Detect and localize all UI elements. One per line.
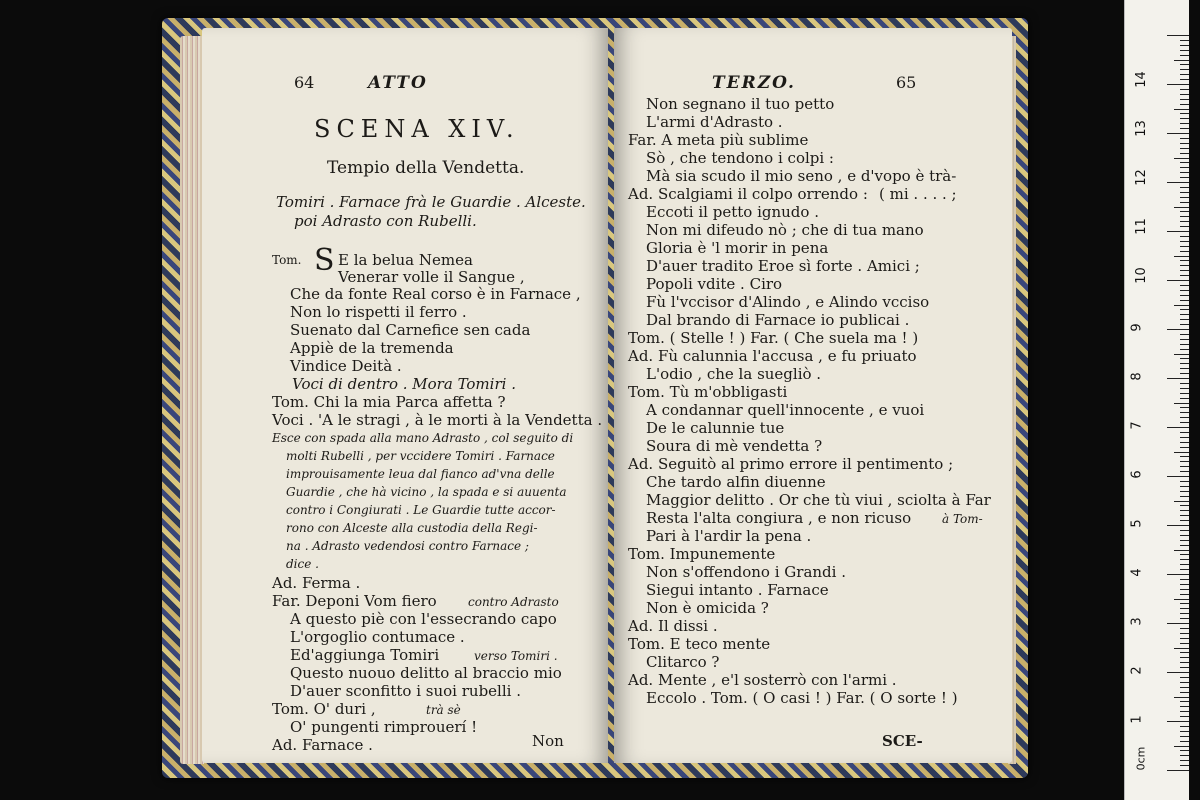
ruler-tick <box>1174 256 1189 257</box>
ruler-tick <box>1180 657 1189 658</box>
ruler-tick <box>1167 378 1189 379</box>
ruler-tick <box>1180 540 1189 541</box>
verse-line: Ad. Ferma . <box>272 574 361 592</box>
ruler-tick <box>1180 412 1189 413</box>
ruler-number: 1 <box>1129 715 1145 724</box>
running-head: ATTO <box>368 73 428 93</box>
ruler-number: 7 <box>1129 421 1145 430</box>
ruler-tick <box>1180 314 1189 315</box>
verse-line: Non lo rispetti il ferro . <box>290 303 467 321</box>
ruler-tick <box>1180 260 1189 261</box>
ruler-tick <box>1174 109 1189 110</box>
verse-line: Far. Deponi Vom fiero <box>272 592 437 610</box>
verse-line: Suenato dal Carnefice sen cada <box>290 321 531 339</box>
verse-line: Ad. Mente , e'l sosterrò con l'armi . <box>628 671 897 689</box>
stage-direction: rono con Alceste alla custodia della Regi- <box>286 521 538 535</box>
ruler-tick <box>1180 89 1189 90</box>
ruler-tick <box>1180 236 1189 237</box>
ruler-tick <box>1180 290 1189 291</box>
ruler-tick <box>1180 437 1189 438</box>
ruler-tick <box>1180 584 1189 585</box>
ruler-tick <box>1180 226 1189 227</box>
verse-line: Che da fonte Real corso è in Farnace , <box>290 285 581 303</box>
stage-direction: Guardie , che hà vicino , la spada e si auuenta <box>286 485 567 499</box>
ruler-number: 2 <box>1129 666 1145 675</box>
verse-line: Maggior delitto . Or che tù viui , sciolta à Far <box>646 491 991 509</box>
verse-line: D'auer tradito Eroe sì forte . Amici ; <box>646 257 920 275</box>
verse-line: ( mi . . . . ; <box>879 185 957 203</box>
ruler-tick <box>1174 452 1189 453</box>
verse-line: Tom. E teco mente <box>628 635 771 653</box>
ruler-tick <box>1174 550 1189 551</box>
verse-line: Non segnano il tuo petto <box>646 95 835 113</box>
page-number: 65 <box>896 73 917 92</box>
ruler-tick <box>1180 755 1189 756</box>
ruler-tick <box>1180 760 1189 761</box>
verse-line: Ed'aggiunga Tomiri <box>290 646 440 664</box>
ruler-unit-label: 0cm <box>1134 746 1148 771</box>
ruler-tick <box>1180 94 1189 95</box>
ruler-tick <box>1180 40 1189 41</box>
ruler-tick <box>1180 456 1189 457</box>
ruler-tick <box>1174 60 1189 61</box>
ruler-tick <box>1180 143 1189 144</box>
ruler-tick <box>1180 211 1189 212</box>
ruler-tick <box>1180 687 1189 688</box>
ruler-tick <box>1180 613 1189 614</box>
ruler-tick <box>1167 231 1189 232</box>
ruler-tick <box>1180 716 1189 717</box>
verse-line: Eccoti il petto ignudo . <box>646 203 819 221</box>
ruler-tick <box>1180 711 1189 712</box>
verse-line: Non s'offendono i Grandi . <box>646 563 846 581</box>
ruler-tick <box>1180 545 1189 546</box>
scene-title: SCENA XIV. <box>314 115 520 143</box>
ruler-tick <box>1180 187 1189 188</box>
ruler-tick <box>1167 84 1189 85</box>
ruler-number: 12 <box>1133 169 1149 186</box>
speaker: Tom. <box>272 253 302 267</box>
stage-direction: contro i Congiurati . Le Guardie tutte accor- <box>286 503 556 517</box>
ruler-tick <box>1180 432 1189 433</box>
ruler-tick <box>1180 471 1189 472</box>
ruler-tick <box>1180 295 1189 296</box>
ruler-number: 10 <box>1133 267 1149 284</box>
verse-line: D'auer sconfitto i suoi rubelli . <box>290 682 521 700</box>
cast-line: poi Adrasto con Rubelli. <box>294 212 477 230</box>
verse-line: Pari à l'ardir la pena . <box>646 527 812 545</box>
book <box>162 18 1028 778</box>
running-head: TERZO. <box>712 73 796 93</box>
verse-line: O' pungenti rimprouerí ! <box>290 718 478 736</box>
ruler-tick <box>1167 280 1189 281</box>
ruler-tick <box>1180 192 1189 193</box>
ruler-tick <box>1180 388 1189 389</box>
ruler-tick <box>1180 628 1189 629</box>
ruler-tick <box>1167 721 1189 722</box>
ruler-tick <box>1180 319 1189 320</box>
right-page <box>614 28 1012 763</box>
page-edges-left <box>180 36 204 764</box>
ruler-tick <box>1174 697 1189 698</box>
verse-line: Soura di mè vendetta ? <box>646 437 823 455</box>
ruler-tick <box>1180 358 1189 359</box>
verse-line: Tom. Impunemente <box>628 545 776 563</box>
ruler-number: 13 <box>1133 120 1149 137</box>
stage-direction: à Tom- <box>942 512 983 526</box>
ruler-tick <box>1180 706 1189 707</box>
verse-line: Tom. Chi la mia Parca affetta ? <box>272 393 506 411</box>
ruler-tick <box>1180 99 1189 100</box>
ruler-tick <box>1180 726 1189 727</box>
stage-direction: trà sè <box>426 703 461 717</box>
ruler-tick <box>1167 35 1189 36</box>
verse-line: Non è omicida ? <box>646 599 769 617</box>
verse-line: L'orgoglio contumace . <box>290 628 465 646</box>
ruler-tick <box>1180 618 1189 619</box>
ruler-number: 4 <box>1129 568 1145 577</box>
verse-line: L'armi d'Adrasto . <box>646 113 783 131</box>
ruler-tick <box>1174 501 1189 502</box>
ruler-tick <box>1180 172 1189 173</box>
ruler-tick <box>1180 564 1189 565</box>
ruler-tick <box>1180 510 1189 511</box>
ruler-tick <box>1180 398 1189 399</box>
ruler-tick <box>1180 74 1189 75</box>
verse-line: Ad. Fù calunnia l'accusa , e fu priuato <box>628 347 917 365</box>
stage-direction: Voci di dentro . Mora Tomiri . <box>292 375 516 393</box>
ruler-number: 6 <box>1129 470 1145 479</box>
ruler-tick <box>1180 216 1189 217</box>
ruler-tick <box>1180 662 1189 663</box>
ruler-tick <box>1180 765 1189 766</box>
catchword: SCE- <box>882 732 923 750</box>
verse-line: Clitarco ? <box>646 653 720 671</box>
ruler-tick <box>1180 677 1189 678</box>
ruler-tick <box>1180 275 1189 276</box>
scene-setting: Tempio della Vendetta. <box>327 158 525 178</box>
ruler-tick <box>1180 344 1189 345</box>
ruler-number: 9 <box>1129 323 1145 332</box>
measurement-ruler <box>1124 0 1189 800</box>
ruler-tick <box>1174 403 1189 404</box>
verse-line: Non mi difeudo nò ; che di tua mano <box>646 221 924 239</box>
verse-line: A condannar quell'innocente , e vuoi <box>646 401 925 419</box>
ruler-tick <box>1180 221 1189 222</box>
ruler-tick <box>1180 383 1189 384</box>
stage-direction: improuisamente leua dal fianco ad'vna delle <box>286 467 555 481</box>
stage-direction: contro Adrasto <box>468 595 559 609</box>
ruler-number: 5 <box>1129 519 1145 528</box>
ruler-tick <box>1180 515 1189 516</box>
ruler-tick <box>1180 167 1189 168</box>
ruler-tick <box>1180 535 1189 536</box>
ruler-tick <box>1180 309 1189 310</box>
ruler-tick <box>1180 138 1189 139</box>
ruler-tick <box>1180 300 1189 301</box>
verse-line: Venerar volle il Sangue , <box>338 268 525 286</box>
ruler-tick <box>1180 447 1189 448</box>
ruler-tick <box>1180 589 1189 590</box>
left-page <box>202 28 608 763</box>
ruler-tick <box>1180 643 1189 644</box>
ruler-tick <box>1180 324 1189 325</box>
ruler-tick <box>1180 569 1189 570</box>
ruler-tick <box>1180 682 1189 683</box>
ruler-number: 8 <box>1129 372 1145 381</box>
ruler-tick <box>1167 182 1189 183</box>
ruler-tick <box>1167 329 1189 330</box>
ruler-tick <box>1167 427 1189 428</box>
ruler-tick <box>1180 153 1189 154</box>
stage-direction: dice . <box>286 557 319 571</box>
verse-line: Tom. Tù m'obbligasti <box>628 383 788 401</box>
drop-cap: S <box>314 243 335 278</box>
ruler-tick <box>1180 113 1189 114</box>
ruler-tick <box>1180 162 1189 163</box>
ruler-tick <box>1174 354 1189 355</box>
cast-line: Tomiri . Farnace frà le Guardie . Alceste. <box>276 193 586 211</box>
verse-line: Eccolo . Tom. ( O casi ! ) Far. ( O sorte ! ) <box>646 689 958 707</box>
verse-line: Sò , che tendono i colpi : <box>646 149 834 167</box>
ruler-tick <box>1180 603 1189 604</box>
verse-line: Gloria è 'l morir in pena <box>646 239 829 257</box>
ruler-tick <box>1167 770 1189 771</box>
ruler-tick <box>1180 251 1189 252</box>
ruler-tick <box>1180 50 1189 51</box>
ruler-tick <box>1180 461 1189 462</box>
verse-line: Mà sia scudo il mio seno , e d'vopo è trà- <box>646 167 957 185</box>
ruler-tick <box>1180 177 1189 178</box>
ruler-tick <box>1180 554 1189 555</box>
ruler-tick <box>1180 265 1189 266</box>
ruler-tick <box>1180 368 1189 369</box>
ruler-tick <box>1180 594 1189 595</box>
verse-line: E la belua Nemea <box>338 251 473 269</box>
ruler-tick <box>1174 207 1189 208</box>
verse-line: Ad. Il dissi . <box>628 617 718 635</box>
ruler-tick <box>1174 599 1189 600</box>
verse-line: Voci . 'A le stragi , à le morti à la Vendetta . <box>272 411 603 429</box>
verse-line: Ad. Scalgiami il colpo orrendo : <box>628 185 868 203</box>
ruler-tick <box>1180 491 1189 492</box>
ruler-tick <box>1180 55 1189 56</box>
verse-line: Siegui intanto . Farnace <box>646 581 829 599</box>
verse-line: Tom. O' duri , <box>272 700 376 718</box>
ruler-tick <box>1180 608 1189 609</box>
ruler-tick <box>1167 672 1189 673</box>
ruler-tick <box>1180 422 1189 423</box>
ruler-tick <box>1180 202 1189 203</box>
ruler-tick <box>1180 530 1189 531</box>
page-number: 64 <box>294 73 315 92</box>
ruler-tick <box>1180 45 1189 46</box>
ruler-tick <box>1180 285 1189 286</box>
ruler-tick <box>1180 442 1189 443</box>
verse-line: Questo nuouo delitto al braccio mio <box>290 664 562 682</box>
ruler-tick <box>1180 246 1189 247</box>
stage-direction: verso Tomiri . <box>474 649 558 663</box>
ruler-tick <box>1180 104 1189 105</box>
ruler-tick <box>1180 363 1189 364</box>
verse-line: Tom. ( Stelle ! ) Far. ( Che suela ma ! ) <box>628 329 919 347</box>
verse-line: Popoli vdite . Ciro <box>646 275 783 293</box>
ruler-tick <box>1174 746 1189 747</box>
ruler-tick <box>1180 731 1189 732</box>
ruler-number: 14 <box>1133 71 1149 88</box>
ruler-tick <box>1180 118 1189 119</box>
verse-line: A questo piè con l'essecrando capo <box>290 610 557 628</box>
verse-line: Che tardo alfin diuenne <box>646 473 826 491</box>
verse-line: Ad. Seguitò al primo errore il pentimento ; <box>628 455 954 473</box>
ruler-number: 3 <box>1129 617 1145 626</box>
ruler-tick <box>1180 407 1189 408</box>
verse-line: Vindice Deità . <box>290 357 402 375</box>
ruler-tick <box>1174 648 1189 649</box>
ruler-tick <box>1180 241 1189 242</box>
ruler-tick <box>1180 69 1189 70</box>
ruler-tick <box>1180 505 1189 506</box>
ruler-tick <box>1180 349 1189 350</box>
ruler-tick <box>1180 393 1189 394</box>
ruler-tick <box>1180 559 1189 560</box>
ruler-tick <box>1180 750 1189 751</box>
ruler-tick <box>1180 417 1189 418</box>
ruler-tick <box>1180 339 1189 340</box>
ruler-tick <box>1180 79 1189 80</box>
ruler-tick <box>1180 197 1189 198</box>
ruler-number: 11 <box>1133 218 1149 235</box>
ruler-tick <box>1167 525 1189 526</box>
ruler-tick <box>1180 128 1189 129</box>
ruler-tick <box>1180 148 1189 149</box>
ruler-tick <box>1167 476 1189 477</box>
ruler-tick <box>1180 481 1189 482</box>
ruler-tick <box>1180 334 1189 335</box>
ruler-tick <box>1180 579 1189 580</box>
stage-direction: molti Rubelli , per vccidere Tomiri . Farnace <box>286 449 555 463</box>
stage-direction: na . Adrasto vedendosi contro Farnace ; <box>286 539 529 553</box>
verse-line: Resta l'alta congiura , e non ricuso <box>646 509 912 527</box>
ruler-tick <box>1167 623 1189 624</box>
ruler-tick <box>1180 64 1189 65</box>
ruler-tick <box>1180 692 1189 693</box>
stage-direction: Esce con spada alla mano Adrasto , col seguito di <box>272 431 574 445</box>
ruler-tick <box>1180 741 1189 742</box>
ruler-tick <box>1180 667 1189 668</box>
verse-line: De le calunnie tue <box>646 419 785 437</box>
ruler-tick <box>1180 270 1189 271</box>
ruler-tick <box>1174 305 1189 306</box>
verse-line: Far. A meta più sublime <box>628 131 809 149</box>
ruler-tick <box>1180 652 1189 653</box>
ruler-tick <box>1167 574 1189 575</box>
verse-line: Appiè de la tremenda <box>290 339 454 357</box>
ruler-tick <box>1180 123 1189 124</box>
ruler-tick <box>1180 496 1189 497</box>
ruler-tick <box>1180 466 1189 467</box>
ruler-tick <box>1180 701 1189 702</box>
verse-line: L'odio , che la suegliò . <box>646 365 822 383</box>
verse-line: Fù l'vccisor d'Alindo , e Alindo vcciso <box>646 293 930 311</box>
ruler-tick <box>1167 133 1189 134</box>
ruler-tick <box>1180 520 1189 521</box>
ruler-tick <box>1174 158 1189 159</box>
catchword: Non <box>532 732 564 750</box>
verse-line: Dal brando di Farnace io publicai . <box>646 311 910 329</box>
ruler-tick <box>1180 633 1189 634</box>
verse-line: Ad. Farnace . <box>272 736 373 754</box>
ruler-tick <box>1180 638 1189 639</box>
ruler-tick <box>1180 486 1189 487</box>
ruler-tick <box>1180 736 1189 737</box>
ruler-tick <box>1180 373 1189 374</box>
